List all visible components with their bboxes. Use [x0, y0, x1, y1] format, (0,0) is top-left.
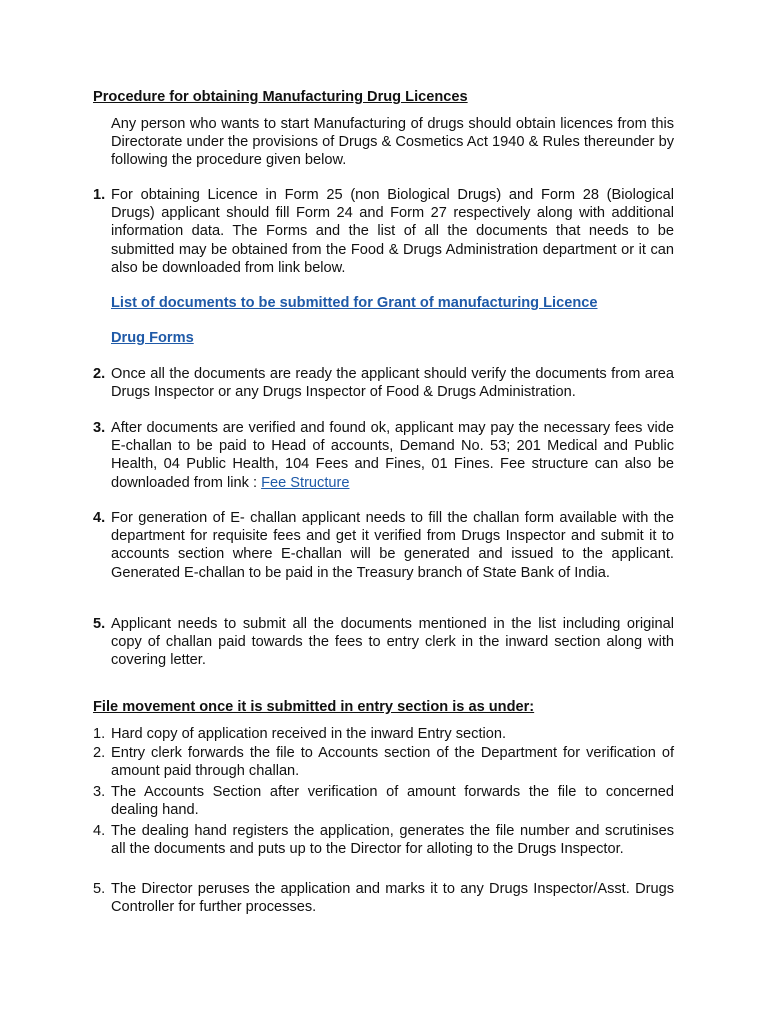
step-number: 5.: [93, 616, 106, 632]
documents-list-link[interactable]: List of documents to be submitted for Grant of manufacturing Licence: [111, 295, 598, 311]
file-movement-item-4: [93, 822, 674, 858]
file-movement-item-5: [93, 880, 674, 916]
file-movement-heading: File movement once it is submitted in entry section is as under:: [93, 699, 535, 715]
procedure-step-3: [93, 419, 674, 492]
item-number: 3.: [93, 784, 106, 800]
item-text: The Director peruses the application and marks it to any Drugs Inspector/Asst. Drugs Controller for further processes.: [111, 881, 674, 916]
page-title: Procedure for obtaining Manufacturing Drug Licences: [93, 89, 468, 105]
item-number: 4.: [93, 823, 106, 839]
procedure-step-4: [93, 509, 674, 582]
step-number: 3.: [93, 420, 106, 436]
step-number: 1.: [93, 187, 106, 203]
step-text: For generation of E- challan applicant needs to fill the challan form available with the department for requisite fees and get it verified from Drugs Inspector and submit it to accounts section where E-challan will be generated and issued to the applicant. Generated E-challan to be paid in the Treasury branch of State Bank of India.: [111, 510, 674, 581]
file-movement-item-2: [93, 744, 674, 780]
step-text: Applicant needs to submit all the documents mentioned in the list including original copy of challan paid towards the fees to entry clerk in the inward section along with covering letter.: [111, 616, 674, 669]
item-number: 1.: [93, 726, 106, 742]
procedure-step-5: [93, 615, 674, 670]
drug-forms-link[interactable]: Drug Forms: [111, 330, 194, 346]
intro-paragraph: Any person who wants to start Manufacturing of drugs should obtain licences from this Directorate under the provisions of Drugs & Cosmetics Act 1940 & Rules thereunder by following the procedure given below.: [111, 116, 674, 169]
item-text: Hard copy of application received in the inward Entry section.: [111, 726, 507, 742]
file-movement-item-1: [93, 725, 674, 743]
item-number: 5.: [93, 881, 106, 897]
step-text-container: [111, 419, 674, 492]
step-text: Once all the documents are ready the applicant should verify the documents from area Drugs Inspector or any Drugs Inspector of Food & Drugs Administration.: [111, 366, 674, 401]
item-text: Entry clerk forwards the file to Accounts section of the Department for verification of amount paid through challan.: [111, 745, 674, 780]
item-number: 2.: [93, 745, 106, 761]
file-movement-item-3: [93, 783, 674, 819]
step-number: 4.: [93, 510, 106, 526]
step-text: After documents are verified and found ok, applicant may pay the necessary fees vide E-challan to be paid to Head of accounts, Demand No. 53; 201 Medical and Public Health, 04 Public Health, 104 Fees and Fines, 01 Fines. Fee structure can also be downloaded from link :: [111, 420, 674, 491]
procedure-step-1: [93, 186, 674, 277]
fee-structure-link[interactable]: Fee Structure: [261, 474, 350, 491]
step-number: 2.: [93, 366, 106, 382]
item-text: The dealing hand registers the application, generates the file number and scrutinises all the documents and puts up to the Director for alloting to the Drugs Inspector.: [111, 823, 674, 858]
procedure-step-2: [93, 365, 674, 401]
step-text: For obtaining Licence in Form 25 (non Biological Drugs) and Form 28 (Biological Drugs) applicant should fill Form 24 and Form 27 respectively along with additional information data. The Forms and the list of all the documents that needs to be submitted may be obtained from the Food & Drugs Administration department or it can also be downloaded from link below.: [111, 187, 674, 276]
item-text: The Accounts Section after verification of amount forwards the file to concerned dealing hand.: [111, 784, 674, 819]
